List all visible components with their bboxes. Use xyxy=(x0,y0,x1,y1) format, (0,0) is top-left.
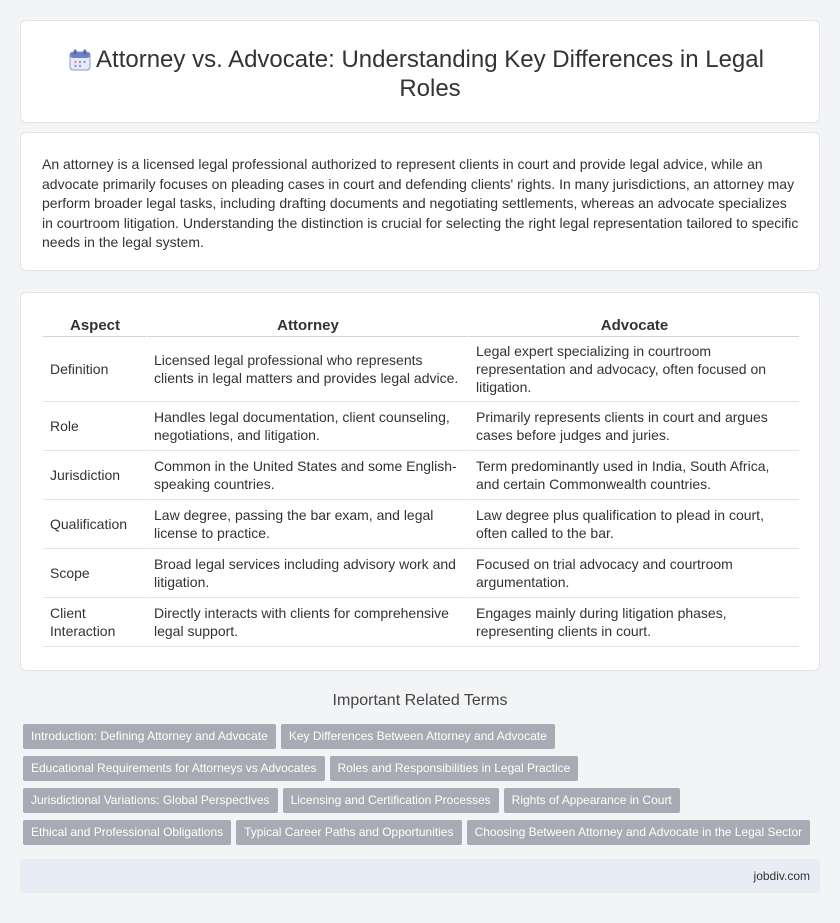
cell-aspect: Jurisdiction xyxy=(42,451,146,500)
cell-advocate: Focused on trial advocacy and courtroom argumentation. xyxy=(468,549,799,598)
table-row xyxy=(42,402,799,451)
table-row xyxy=(42,451,799,500)
cell-advocate: Engages mainly during litigation phases, representing clients in court. xyxy=(468,598,799,647)
tag-row xyxy=(23,756,583,781)
footer-site-link[interactable]: jobdiv.com xyxy=(753,869,810,883)
cell-attorney: Handles legal documentation, client counseling, negotiations, and litigation. xyxy=(146,402,468,451)
header-attorney: Attorney xyxy=(146,315,468,337)
related-term-tag[interactable]: Typical Career Paths and Opportunities xyxy=(236,820,461,845)
related-term-tag[interactable]: Licensing and Certification Processes xyxy=(283,788,499,813)
comparison-table xyxy=(42,315,799,647)
cell-aspect: Scope xyxy=(42,549,146,598)
header-card xyxy=(20,20,820,123)
cell-attorney: Law degree, passing the bar exam, and legal license to practice. xyxy=(146,500,468,549)
intro-card xyxy=(20,132,820,271)
page-title: Attorney vs. Advocate: Understanding Key Differences in Legal Roles xyxy=(96,46,764,102)
table-row xyxy=(42,598,799,647)
cell-aspect: Client Interaction xyxy=(42,598,146,647)
tag-row xyxy=(23,820,815,845)
comparison-table-card xyxy=(20,292,820,671)
cell-advocate: Term predominantly used in India, South Africa, and certain Commonwealth countries. xyxy=(468,451,799,500)
cell-advocate: Primarily represents clients in court and argues cases before judges and juries. xyxy=(468,402,799,451)
header-advocate: Advocate xyxy=(468,315,799,337)
related-term-tag[interactable]: Rights of Appearance in Court xyxy=(504,788,680,813)
cell-aspect: Role xyxy=(42,402,146,451)
related-terms-title: Important Related Terms xyxy=(332,692,508,709)
table-row xyxy=(42,337,799,402)
cell-aspect: Definition xyxy=(42,337,146,402)
header-aspect: Aspect xyxy=(42,315,146,337)
table-row xyxy=(42,500,799,549)
related-term-tag[interactable]: Key Differences Between Attorney and Advocate xyxy=(281,724,555,749)
related-term-tag[interactable]: Jurisdictional Variations: Global Perspectives xyxy=(23,788,278,813)
tag-row xyxy=(23,788,685,813)
footer xyxy=(20,859,820,893)
related-term-tag[interactable]: Roles and Responsibilities in Legal Practice xyxy=(330,756,579,781)
related-term-tag[interactable]: Choosing Between Attorney and Advocate in the Legal Sector xyxy=(467,820,811,845)
cell-aspect: Qualification xyxy=(42,500,146,549)
related-term-tag[interactable]: Educational Requirements for Attorneys vs Advocates xyxy=(23,756,325,781)
intro-text: An attorney is a licensed legal professional authorized to represent clients in court and provide legal advice, while an advocate primarily focuses on pleading cases in court and defending clients' rights. In many jurisdictions, an attorney may perform broader legal tasks, including drafting documents and negotiating settlements, whereas an advocate specializes in courtroom litigation. Understanding the distinction is crucial for selecting the right legal representation tailored to specific needs in the legal system. xyxy=(42,156,799,251)
related-term-tag[interactable]: Introduction: Defining Attorney and Advocate xyxy=(23,724,276,749)
cell-advocate: Law degree plus qualification to plead in court, often called to the bar. xyxy=(468,500,799,549)
related-term-tag[interactable]: Ethical and Professional Obligations xyxy=(23,820,231,845)
tag-row xyxy=(23,724,560,749)
cell-advocate: Legal expert specializing in courtroom representation and advocacy, often focused on litigation. xyxy=(468,337,799,402)
table-row xyxy=(42,549,799,598)
cell-attorney: Common in the United States and some English-speaking countries. xyxy=(146,451,468,500)
cell-attorney: Licensed legal professional who represents clients in legal matters and provides legal advice. xyxy=(146,337,468,402)
cell-attorney: Directly interacts with clients for comprehensive legal support. xyxy=(146,598,468,647)
cell-attorney: Broad legal services including advisory work and litigation. xyxy=(146,549,468,598)
